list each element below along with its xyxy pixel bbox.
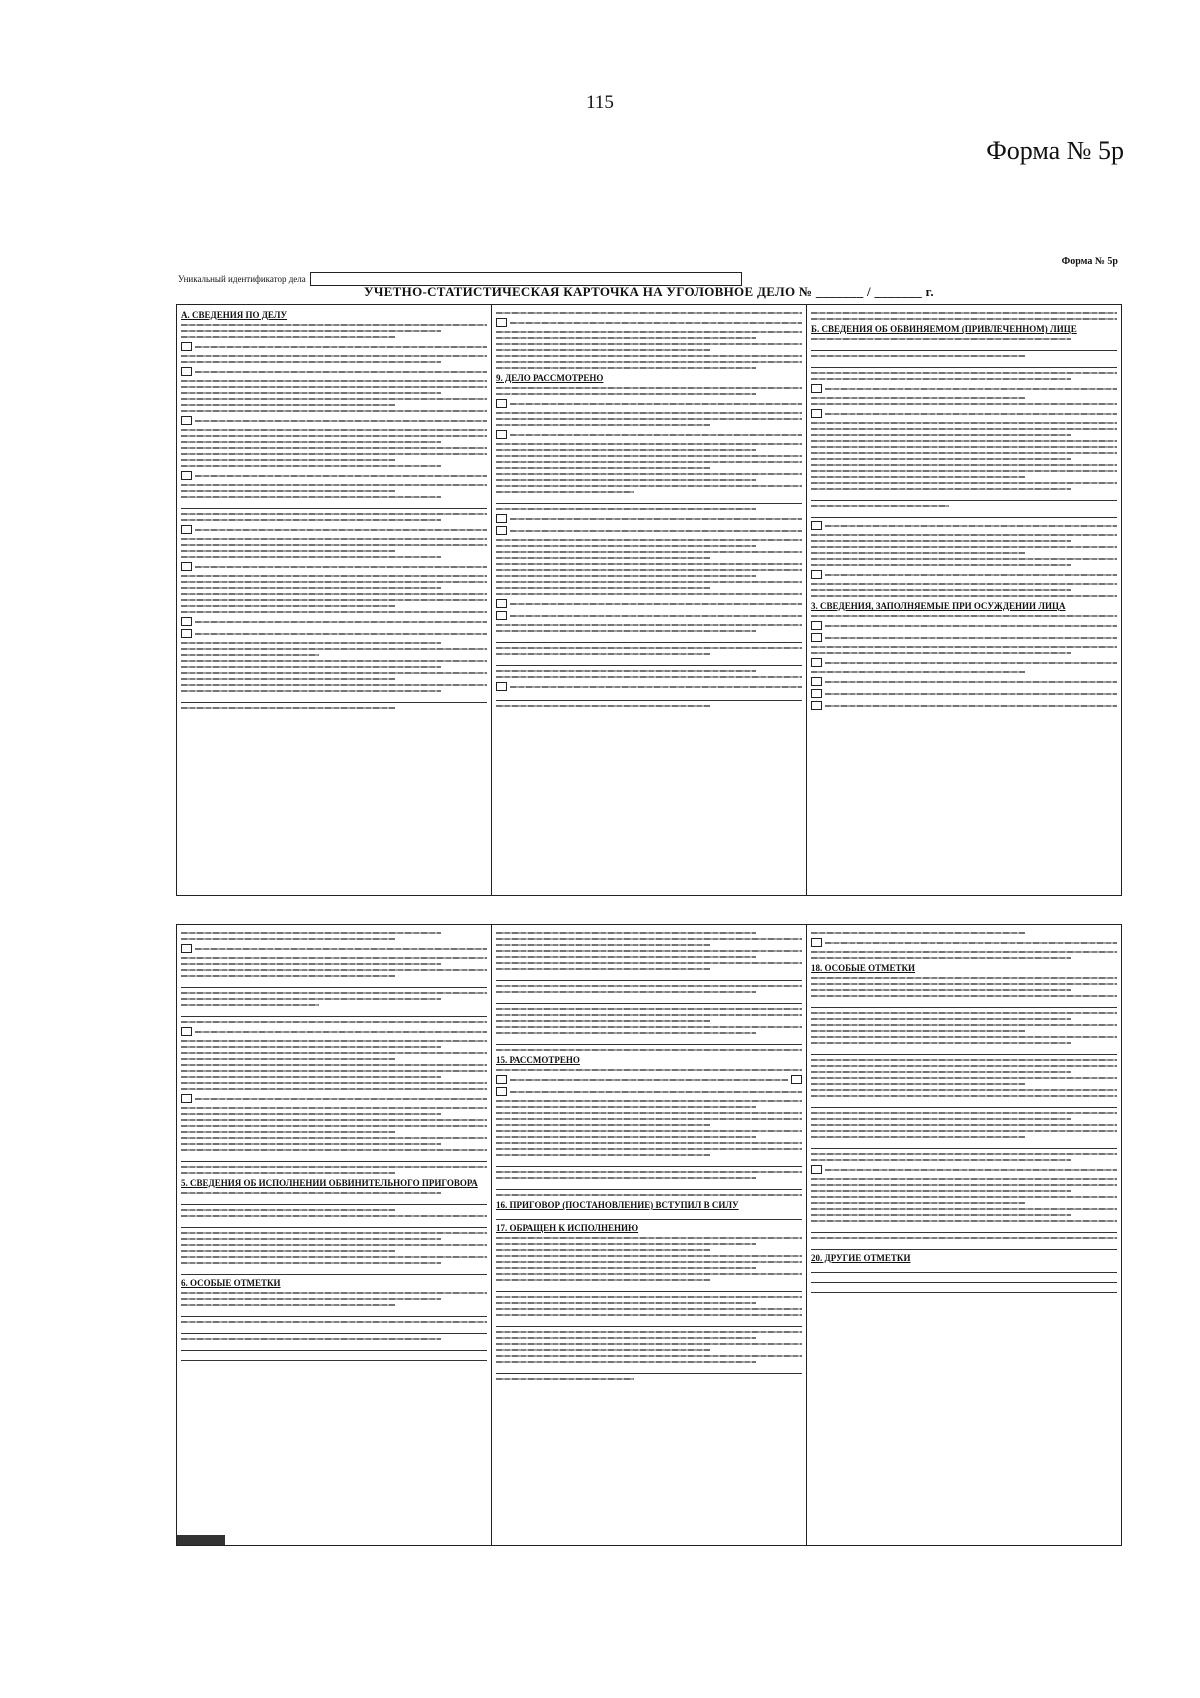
form-label: Форма № 5р [986,136,1124,165]
checkbox[interactable] [811,701,822,710]
checkbox[interactable] [811,677,822,686]
checkbox[interactable] [811,409,822,418]
section-18-heading: 18. ОСОБЫЕ ОТМЕТКИ [811,963,916,973]
checkbox[interactable] [496,1087,507,1096]
checkbox[interactable] [496,682,507,691]
checkbox[interactable] [811,621,822,630]
checkbox[interactable] [811,384,822,393]
card-front [176,256,1122,904]
checkbox[interactable] [181,617,192,626]
section-b-heading: Б. СВЕДЕНИЯ ОБ ОБВИНЯЕМОМ (ПРИВЛЕЧЕННОМ) ЛИЦЕ [811,324,1077,334]
section-5-heading: 5. СВЕДЕНИЯ ОБ ИСПОЛНЕНИИ ОБВИНИТЕЛЬНОГО ПРИГОВОРА [181,1178,478,1188]
section-20-heading: 20. ДРУГИЕ ОТМЕТКИ [811,1253,911,1263]
uid-label: Уникальный идентификатор дела [178,274,306,284]
back-left-column [177,925,492,1545]
checkbox[interactable] [496,430,507,439]
checkbox[interactable] [811,1165,822,1174]
section-17-heading: 17. ОБРАЩЕН К ИСПОЛНЕНИЮ [496,1223,639,1233]
front-right-column [807,305,1121,895]
checkbox[interactable] [496,318,507,327]
checkbox[interactable] [496,526,507,535]
card-back-columns [176,924,1122,1546]
card-back [176,924,1122,1546]
section-9-heading: 9. ДЕЛО РАССМОТРЕНО [496,373,604,383]
checkbox[interactable] [181,367,192,376]
section-6-heading: 6. ОСОБЫЕ ОТМЕТКИ [181,1278,281,1288]
checkbox[interactable] [811,658,822,667]
checkbox[interactable] [811,521,822,530]
checkbox[interactable] [496,599,507,608]
checkbox[interactable] [496,611,507,620]
checkbox[interactable] [496,1075,507,1084]
back-middle-column [492,925,807,1545]
checkbox[interactable] [811,570,822,579]
section-15-heading: 15. РАССМОТРЕНО [496,1055,580,1065]
checkbox[interactable] [181,629,192,638]
checkbox[interactable] [181,562,192,571]
card-form-label: Форма № 5р [1061,256,1118,267]
front-left-column [177,305,492,895]
card-front-columns [176,304,1122,896]
checkbox[interactable] [181,1027,192,1036]
section-3-heading: 3. СВЕДЕНИЯ, ЗАПОЛНЯЕМЫЕ ПРИ ОСУЖДЕНИИ ЛИЦА [811,601,1066,611]
back-right-column [807,925,1121,1545]
checkbox[interactable] [181,525,192,534]
checkbox[interactable] [496,399,507,408]
checkbox[interactable] [496,514,507,523]
checkbox[interactable] [181,471,192,480]
section-16-heading: 16. ПРИГОВОР (ПОСТАНОВЛЕНИЕ) ВСТУПИЛ В СИЛУ [496,1200,739,1210]
checkbox[interactable] [811,633,822,642]
checkbox[interactable] [181,1094,192,1103]
page-number: 115 [586,92,614,113]
card-title: УЧЕТНО-СТАТИСТИЧЕСКАЯ КАРТОЧКА НА УГОЛОВНОЕ ДЕЛО № _______ / _______ г. [364,284,934,299]
checkbox[interactable] [181,944,192,953]
checkbox[interactable] [181,342,192,351]
checkbox[interactable] [811,938,822,947]
front-middle-column [492,305,807,895]
section-a-heading: А. СВЕДЕНИЯ ПО ДЕЛУ [181,310,288,320]
checkbox[interactable] [181,416,192,425]
corner-stamp [177,1535,225,1545]
checkbox[interactable] [791,1075,802,1084]
checkbox[interactable] [811,689,822,698]
